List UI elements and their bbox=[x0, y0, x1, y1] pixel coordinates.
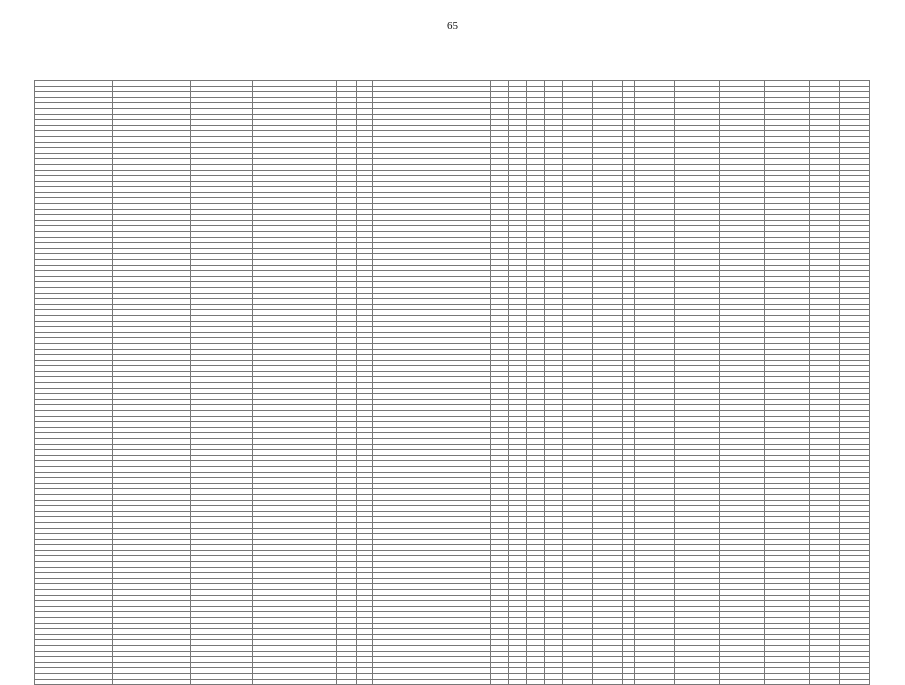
table-body bbox=[35, 81, 870, 685]
table-cell bbox=[337, 679, 357, 685]
table-cell bbox=[720, 679, 765, 685]
table-cell bbox=[191, 679, 253, 685]
table-cell bbox=[635, 679, 675, 685]
table-cell bbox=[509, 679, 527, 685]
table-cell bbox=[563, 679, 593, 685]
table-cell bbox=[253, 679, 337, 685]
register-table bbox=[34, 80, 870, 685]
table-cell bbox=[593, 679, 623, 685]
table-cell bbox=[623, 679, 635, 685]
table-cell bbox=[765, 679, 810, 685]
table-cell bbox=[491, 679, 509, 685]
table-row bbox=[35, 679, 870, 685]
table-cell bbox=[373, 679, 491, 685]
table-cell bbox=[810, 679, 840, 685]
table-cell bbox=[113, 679, 191, 685]
table-cell bbox=[840, 679, 870, 685]
document-sheet bbox=[34, 80, 869, 685]
table-cell bbox=[35, 679, 113, 685]
table-cell bbox=[527, 679, 545, 685]
page-number: 65 bbox=[447, 20, 458, 32]
table-cell bbox=[357, 679, 373, 685]
table-cell bbox=[545, 679, 563, 685]
table-cell bbox=[675, 679, 720, 685]
